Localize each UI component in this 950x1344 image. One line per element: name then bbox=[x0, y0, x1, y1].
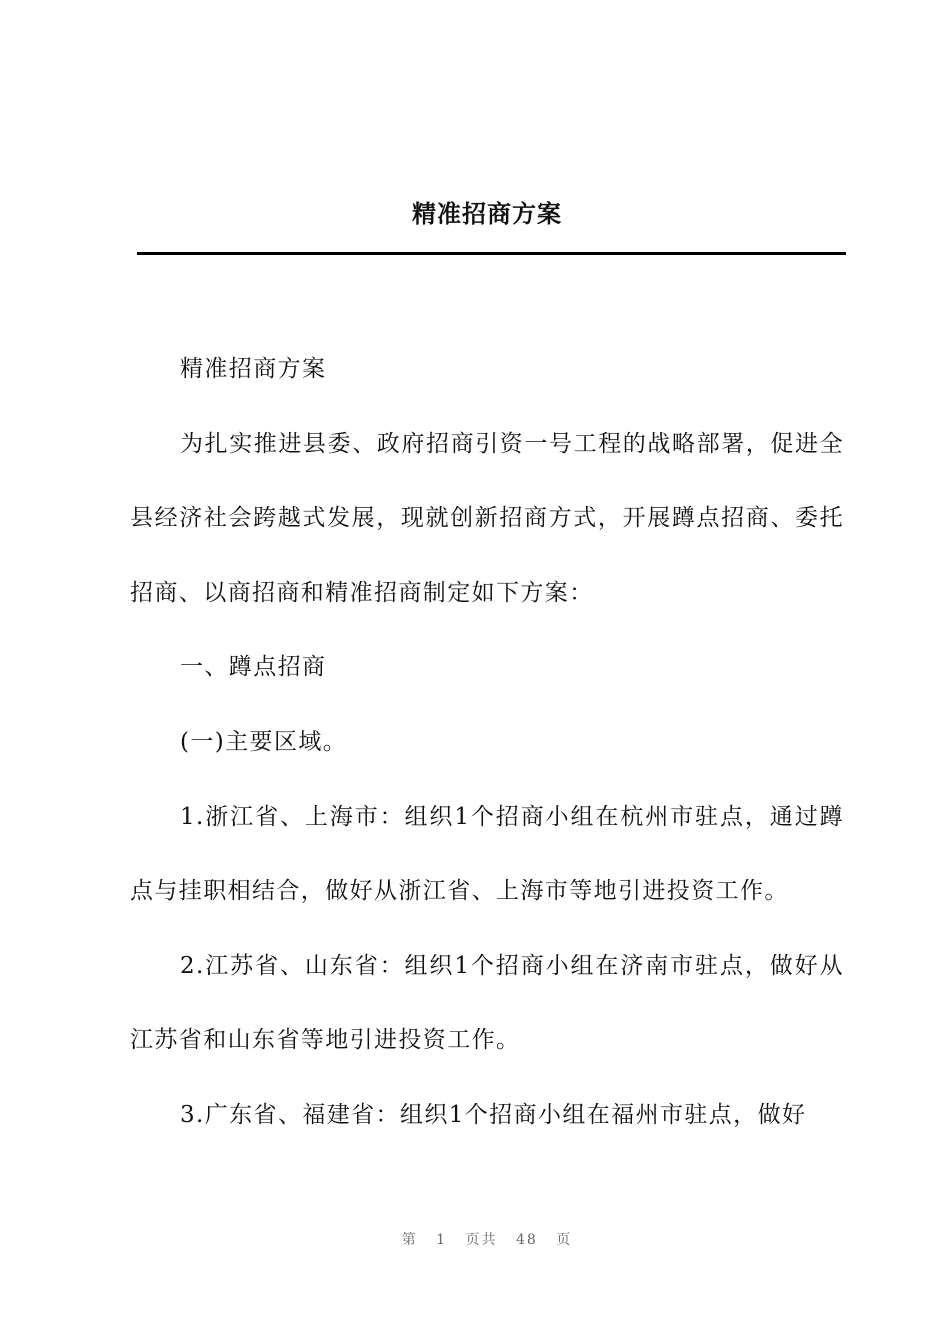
document-body bbox=[130, 332, 844, 1153]
footer-total-pages: 48 bbox=[516, 1232, 538, 1248]
page-title: 精准招商方案 bbox=[412, 200, 562, 228]
footer-current-page: 1 bbox=[436, 1232, 448, 1248]
paragraph-heading: 精准招商方案 bbox=[180, 356, 327, 382]
title-divider bbox=[137, 252, 846, 255]
subsection-heading: (一)主要区域。 bbox=[180, 728, 348, 755]
footer-prefix: 第 bbox=[401, 1232, 418, 1248]
list-item: 1.浙江省、上海市：组织1个招商小组在杭州市驻点，通过蹲点与挂职相结合，做好从浙江省、上海市等地引进投资工作。 bbox=[130, 803, 844, 905]
footer-middle: 页共 bbox=[465, 1232, 498, 1248]
paragraph-intro: 为扎实推进县委、政府招商引资一号工程的战略部署，促进全县经济社会跨越式发展，现就创新招商方式，开展蹲点招商、委托招商、以商招商和精准招商制定如下方案： bbox=[130, 430, 844, 606]
list-item: 2.江苏省、山东省：组织1个招商小组在济南市驻点，做好从江苏省和山东省等地引进投资工作。 bbox=[130, 952, 844, 1054]
page-footer bbox=[0, 1229, 950, 1249]
section-heading: 一、蹲点招商 bbox=[180, 654, 327, 681]
footer-suffix: 页 bbox=[556, 1232, 573, 1248]
list-item: 3.广东省、福建省：组织1个招商小组在福州市驻点，做好 bbox=[180, 1101, 807, 1128]
